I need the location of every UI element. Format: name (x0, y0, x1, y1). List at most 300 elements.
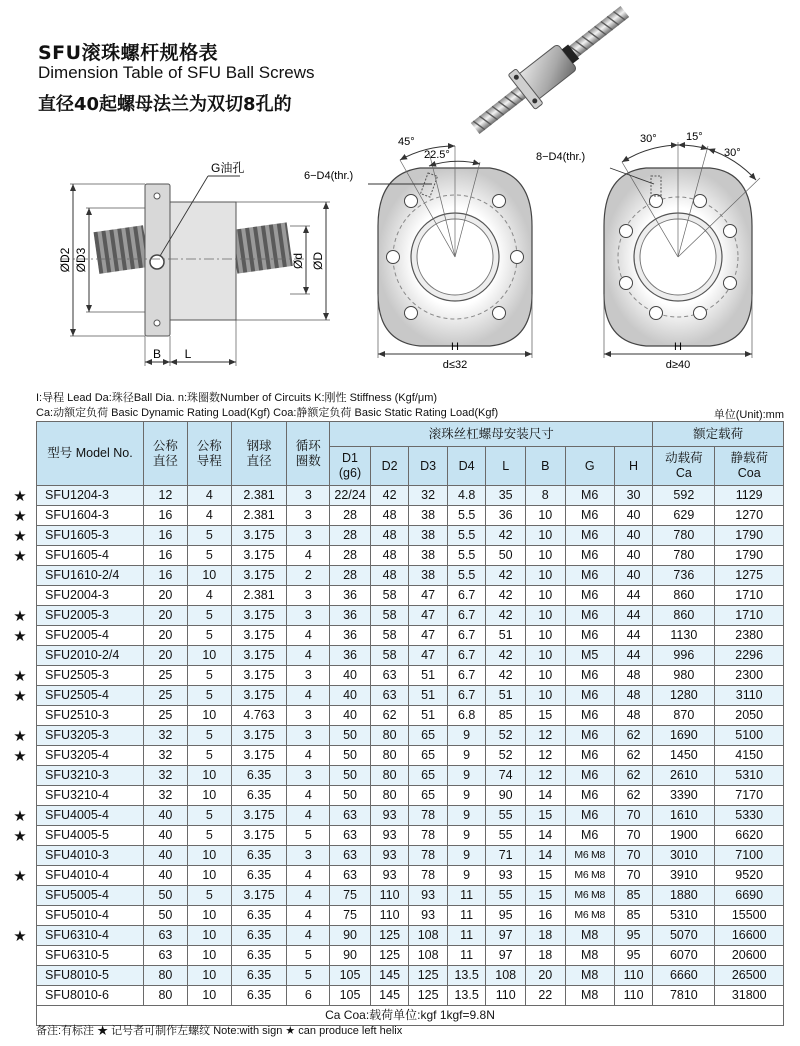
value-cell: 31800 (715, 986, 784, 1006)
value-cell: 3.175 (231, 626, 287, 646)
value-cell: 3 (287, 666, 330, 686)
value-cell: 80 (370, 746, 409, 766)
value-cell: 50 (330, 726, 371, 746)
table-row (37, 906, 784, 926)
value-cell: 3.175 (231, 546, 287, 566)
value-cell: M6 (565, 806, 614, 826)
value-cell: 16 (144, 526, 188, 546)
value-cell: 592 (653, 486, 715, 506)
value-cell: 1710 (715, 586, 784, 606)
value-cell: 78 (409, 846, 448, 866)
value-cell: 2380 (715, 626, 784, 646)
value-cell: 16600 (715, 926, 784, 946)
value-cell: 10 (525, 666, 565, 686)
value-cell: 20 (144, 606, 188, 626)
value-cell: 22/24 (330, 486, 371, 506)
value-cell: 85 (614, 906, 653, 926)
value-cell: 28 (330, 566, 371, 586)
value-cell: 80 (144, 966, 188, 986)
value-cell: 22 (525, 986, 565, 1006)
left-helix-star-icon: ★ (13, 806, 27, 825)
value-cell: 55 (486, 886, 526, 906)
value-cell: 71 (486, 846, 526, 866)
value-cell: M6 M8 (565, 906, 614, 926)
ball-screw-photo (455, 2, 645, 137)
flange2-condition: d≥40 (665, 359, 691, 371)
value-cell: 6.7 (447, 626, 486, 646)
side-view (58, 160, 330, 366)
value-cell: 1129 (715, 486, 784, 506)
model-cell: SFU1204-3 (37, 486, 144, 506)
dim-d3-label: ØD3 (74, 247, 88, 273)
value-cell: 36 (330, 586, 371, 606)
value-cell: 5.5 (447, 526, 486, 546)
value-cell: 6.35 (231, 846, 287, 866)
flange2-angle1: 30° (640, 133, 657, 145)
value-cell: 6.35 (231, 986, 287, 1006)
table-row (37, 946, 784, 966)
value-cell: 40 (330, 706, 371, 726)
value-cell: 28 (330, 526, 371, 546)
flange-view-6-holes (304, 136, 532, 371)
value-cell: 4 (187, 586, 231, 606)
value-cell: 44 (614, 626, 653, 646)
value-cell: 63 (330, 866, 371, 886)
model-cell: SFU2510-3 (37, 706, 144, 726)
value-cell: 10 (187, 926, 231, 946)
value-cell: 2300 (715, 666, 784, 686)
value-cell: 1790 (715, 546, 784, 566)
model-cell: SFU2004-3 (37, 586, 144, 606)
value-cell: 38 (409, 566, 448, 586)
header-rated-load: 额定载荷 (653, 422, 784, 447)
value-cell: 50 (330, 746, 371, 766)
value-cell: 95 (486, 906, 526, 926)
value-cell: 25 (144, 686, 188, 706)
value-cell: 5 (287, 826, 330, 846)
value-cell: 58 (370, 646, 409, 666)
value-cell: 3910 (653, 866, 715, 886)
oil-hole-label: G油孔 (211, 161, 245, 175)
value-cell: 736 (653, 566, 715, 586)
table-row (37, 746, 784, 766)
value-cell: 1610 (653, 806, 715, 826)
value-cell: 860 (653, 606, 715, 626)
table-row (37, 686, 784, 706)
value-cell: 108 (409, 926, 448, 946)
value-cell: M6 (565, 726, 614, 746)
subtitle-chinese: 直径40起螺母法兰为双切8孔的 (38, 94, 292, 115)
flange2-holes-label: 8−D4(thr.) (536, 151, 586, 163)
value-cell: 5 (187, 826, 231, 846)
value-cell: 6.8 (447, 706, 486, 726)
value-cell: 870 (653, 706, 715, 726)
value-cell: 1270 (715, 506, 784, 526)
value-cell: 62 (370, 706, 409, 726)
value-cell: 4 (287, 806, 330, 826)
value-cell: 125 (409, 966, 448, 986)
header-ball-diameter: 钢球直径 (231, 422, 287, 486)
value-cell: 93 (370, 846, 409, 866)
value-cell: 32 (144, 746, 188, 766)
model-cell: SFU6310-5 (37, 946, 144, 966)
flange2-angle2: 15° (686, 131, 703, 143)
value-cell: 5 (287, 966, 330, 986)
model-cell: SFU2005-4 (37, 626, 144, 646)
value-cell: 5.5 (447, 566, 486, 586)
value-cell: 10 (187, 706, 231, 726)
left-helix-star-icon: ★ (13, 866, 27, 885)
value-cell: 70 (614, 866, 653, 886)
header-b: B (525, 447, 565, 486)
value-cell: 25 (144, 666, 188, 686)
value-cell: 145 (370, 986, 409, 1006)
value-cell: 3 (287, 506, 330, 526)
header-nominal-diameter: 公称直径 (144, 422, 188, 486)
value-cell: 50 (144, 886, 188, 906)
value-cell: 20600 (715, 946, 784, 966)
value-cell: 108 (409, 946, 448, 966)
value-cell: 7100 (715, 846, 784, 866)
value-cell: 1900 (653, 826, 715, 846)
header-d2: D2 (370, 447, 409, 486)
value-cell: 9520 (715, 866, 784, 886)
left-helix-star-icon: ★ (13, 486, 27, 505)
table-row (37, 826, 784, 846)
table-row (37, 806, 784, 826)
table-row (37, 866, 784, 886)
header-h: H (614, 447, 653, 486)
value-cell: 4 (287, 746, 330, 766)
value-cell: 10 (187, 986, 231, 1006)
value-cell: 3.175 (231, 746, 287, 766)
value-cell: 1450 (653, 746, 715, 766)
value-cell: 12 (525, 766, 565, 786)
table-row (37, 706, 784, 726)
value-cell: 55 (486, 806, 526, 826)
table-row (37, 646, 784, 666)
table-row (37, 566, 784, 586)
value-cell: 48 (370, 506, 409, 526)
table-row (37, 846, 784, 866)
model-cell: SFU4005-4 (37, 806, 144, 826)
value-cell: 3010 (653, 846, 715, 866)
value-cell: 3 (287, 846, 330, 866)
value-cell: 2050 (715, 706, 784, 726)
model-cell: SFU1610-2/4 (37, 566, 144, 586)
value-cell: 28 (330, 506, 371, 526)
value-cell: 6.35 (231, 906, 287, 926)
value-cell: 3.175 (231, 646, 287, 666)
value-cell: 16 (525, 906, 565, 926)
value-cell: 12 (525, 746, 565, 766)
value-cell: 20 (144, 586, 188, 606)
value-cell: 40 (144, 806, 188, 826)
value-cell: 80 (370, 726, 409, 746)
value-cell: 5 (187, 666, 231, 686)
value-cell: 30 (614, 486, 653, 506)
table-row (37, 546, 784, 566)
value-cell: 42 (486, 666, 526, 686)
value-cell: 65 (409, 726, 448, 746)
value-cell: 28 (330, 546, 371, 566)
value-cell: 6620 (715, 826, 784, 846)
value-cell: 5 (287, 946, 330, 966)
value-cell: 10 (187, 846, 231, 866)
value-cell: 3 (287, 726, 330, 746)
value-cell: 996 (653, 646, 715, 666)
value-cell: 16 (144, 546, 188, 566)
value-cell: 48 (370, 526, 409, 546)
value-cell: 63 (144, 946, 188, 966)
value-cell: M8 (565, 986, 614, 1006)
value-cell: 15500 (715, 906, 784, 926)
value-cell: 48 (370, 546, 409, 566)
value-cell: 62 (614, 786, 653, 806)
value-cell: 55 (486, 826, 526, 846)
value-cell: 80 (144, 986, 188, 1006)
value-cell: 6.7 (447, 646, 486, 666)
value-cell: 5 (187, 546, 231, 566)
value-cell: 65 (409, 766, 448, 786)
value-cell: 18 (525, 926, 565, 946)
value-cell: 48 (614, 706, 653, 726)
left-helix-star-icon: ★ (13, 666, 27, 685)
flange-view-8-holes (536, 131, 760, 371)
value-cell: 15 (525, 866, 565, 886)
value-cell: 63 (330, 846, 371, 866)
value-cell: 4 (187, 506, 231, 526)
value-cell: 125 (370, 946, 409, 966)
dim-d-label: Ød (291, 252, 305, 270)
model-cell: SFU3205-4 (37, 746, 144, 766)
value-cell: 3.175 (231, 666, 287, 686)
value-cell: 11 (447, 926, 486, 946)
value-cell: 70 (614, 846, 653, 866)
table-row (37, 766, 784, 786)
legend-line-1: I:导程 Lead Da:珠径Ball Dia. n:珠圈数Number of Circuits K:刚性 Stiffness (Kgf/μm) (36, 392, 438, 404)
value-cell: 6070 (653, 946, 715, 966)
value-cell: 5.5 (447, 546, 486, 566)
value-cell: M6 (565, 566, 614, 586)
model-cell: SFU6310-4 (37, 926, 144, 946)
value-cell: 14 (525, 846, 565, 866)
value-cell: 90 (330, 926, 371, 946)
model-cell: SFU5005-4 (37, 886, 144, 906)
value-cell: 42 (486, 646, 526, 666)
value-cell: 5 (187, 626, 231, 646)
value-cell: 42 (486, 586, 526, 606)
left-helix-star-icon: ★ (13, 746, 27, 765)
header-circuits: 循环圈数 (287, 422, 330, 486)
value-cell: 980 (653, 666, 715, 686)
value-cell: M6 (565, 786, 614, 806)
value-cell: 52 (486, 726, 526, 746)
value-cell: M6 M8 (565, 866, 614, 886)
value-cell: 3.175 (231, 886, 287, 906)
model-cell: SFU5010-4 (37, 906, 144, 926)
footnote: 备注:有标注 ★ 记号者可制作左螺纹 Note:with sign ★ can produce left helix (36, 1025, 403, 1037)
value-cell: 110 (370, 906, 409, 926)
left-helix-star-icon: ★ (13, 546, 27, 565)
value-cell: 75 (330, 906, 371, 926)
value-cell: 10 (187, 966, 231, 986)
value-cell: M6 (565, 546, 614, 566)
left-helix-star-icon: ★ (13, 626, 27, 645)
value-cell: 93 (409, 906, 448, 926)
value-cell: 3.175 (231, 566, 287, 586)
value-cell: 8 (525, 486, 565, 506)
value-cell: 3.175 (231, 826, 287, 846)
value-cell: 40 (144, 866, 188, 886)
value-cell: 9 (447, 866, 486, 886)
unit-label: 单位(Unit):mm (713, 409, 784, 421)
value-cell: 1690 (653, 726, 715, 746)
value-cell: 3.175 (231, 726, 287, 746)
table-row (37, 886, 784, 906)
model-cell: SFU3210-4 (37, 786, 144, 806)
title-english: Dimension Table of SFU Ball Screws (38, 63, 315, 82)
value-cell: 50 (144, 906, 188, 926)
value-cell: 51 (486, 686, 526, 706)
value-cell: 93 (409, 886, 448, 906)
value-cell: 10 (525, 526, 565, 546)
header-l: L (486, 447, 526, 486)
value-cell: 6.35 (231, 966, 287, 986)
value-cell: 4 (287, 886, 330, 906)
title-chinese: SFU滚珠螺杆规格表 (38, 42, 219, 64)
value-cell: 32 (409, 486, 448, 506)
value-cell: 35 (486, 486, 526, 506)
value-cell: 12 (144, 486, 188, 506)
value-cell: 108 (486, 966, 526, 986)
flange1-holes-label: 6−D4(thr.) (304, 170, 354, 182)
value-cell: 4 (287, 546, 330, 566)
value-cell: 20 (525, 966, 565, 986)
value-cell: 10 (525, 546, 565, 566)
value-cell: 4.8 (447, 486, 486, 506)
value-cell: 5 (187, 806, 231, 826)
value-cell: 14 (525, 786, 565, 806)
value-cell: 20 (144, 626, 188, 646)
model-cell: SFU1605-4 (37, 546, 144, 566)
value-cell: 9 (447, 766, 486, 786)
value-cell: 3 (287, 486, 330, 506)
value-cell: 70 (614, 806, 653, 826)
value-cell: 6.35 (231, 766, 287, 786)
value-cell: 5070 (653, 926, 715, 946)
value-cell: 6660 (653, 966, 715, 986)
value-cell: M8 (565, 946, 614, 966)
value-cell: 74 (486, 766, 526, 786)
value-cell: 40 (330, 686, 371, 706)
value-cell: 58 (370, 626, 409, 646)
model-cell: SFU1605-3 (37, 526, 144, 546)
value-cell: 58 (370, 586, 409, 606)
value-cell: 9 (447, 746, 486, 766)
value-cell: 36 (330, 606, 371, 626)
value-cell: 10 (187, 906, 231, 926)
value-cell: 6.7 (447, 586, 486, 606)
value-cell: 62 (614, 746, 653, 766)
value-cell: 78 (409, 866, 448, 886)
value-cell: 6.7 (447, 686, 486, 706)
value-cell: 40 (330, 666, 371, 686)
value-cell: 6690 (715, 886, 784, 906)
value-cell: 5 (187, 886, 231, 906)
value-cell: 5100 (715, 726, 784, 746)
value-cell: 10 (525, 686, 565, 706)
value-cell: 11 (447, 886, 486, 906)
value-cell: 3 (287, 586, 330, 606)
dim-L-label: L (184, 347, 192, 361)
value-cell: 70 (614, 826, 653, 846)
value-cell: 65 (409, 786, 448, 806)
value-cell: 63 (370, 686, 409, 706)
value-cell: 10 (525, 626, 565, 646)
value-cell: 78 (409, 806, 448, 826)
left-helix-star-icon: ★ (13, 606, 27, 625)
model-cell: SFU8010-6 (37, 986, 144, 1006)
value-cell: 40 (614, 566, 653, 586)
value-cell: 65 (409, 746, 448, 766)
value-cell: 3.175 (231, 806, 287, 826)
value-cell: 6.7 (447, 606, 486, 626)
value-cell: 4 (287, 686, 330, 706)
value-cell: M6 (565, 606, 614, 626)
value-cell: 44 (614, 586, 653, 606)
value-cell: 32 (144, 766, 188, 786)
value-cell: 10 (525, 606, 565, 626)
value-cell: 5 (187, 726, 231, 746)
value-cell: 14 (525, 826, 565, 846)
value-cell: 47 (409, 646, 448, 666)
value-cell: 1280 (653, 686, 715, 706)
value-cell: 5310 (715, 766, 784, 786)
table-row (37, 486, 784, 506)
value-cell: M6 (565, 586, 614, 606)
value-cell: 145 (370, 966, 409, 986)
value-cell: 10 (525, 506, 565, 526)
table-row (37, 586, 784, 606)
value-cell: 5 (187, 526, 231, 546)
value-cell: 78 (409, 826, 448, 846)
value-cell: 3 (287, 766, 330, 786)
value-cell: 51 (409, 686, 448, 706)
value-cell: M6 M8 (565, 846, 614, 866)
table-row (37, 606, 784, 626)
value-cell: 4 (287, 866, 330, 886)
value-cell: 48 (614, 666, 653, 686)
value-cell: 90 (330, 946, 371, 966)
value-cell: 4 (287, 926, 330, 946)
value-cell: 93 (486, 866, 526, 886)
value-cell: 10 (525, 586, 565, 606)
model-cell: SFU1604-3 (37, 506, 144, 526)
value-cell: 42 (486, 526, 526, 546)
flange1-angle1: 45° (398, 136, 415, 148)
value-cell: 9 (447, 826, 486, 846)
value-cell: 4 (287, 626, 330, 646)
value-cell: 47 (409, 626, 448, 646)
value-cell: 63 (144, 926, 188, 946)
value-cell: 6.35 (231, 926, 287, 946)
model-cell: SFU4010-3 (37, 846, 144, 866)
value-cell: 48 (370, 566, 409, 586)
value-cell: 42 (370, 486, 409, 506)
value-cell: 10 (187, 646, 231, 666)
value-cell: 7810 (653, 986, 715, 1006)
